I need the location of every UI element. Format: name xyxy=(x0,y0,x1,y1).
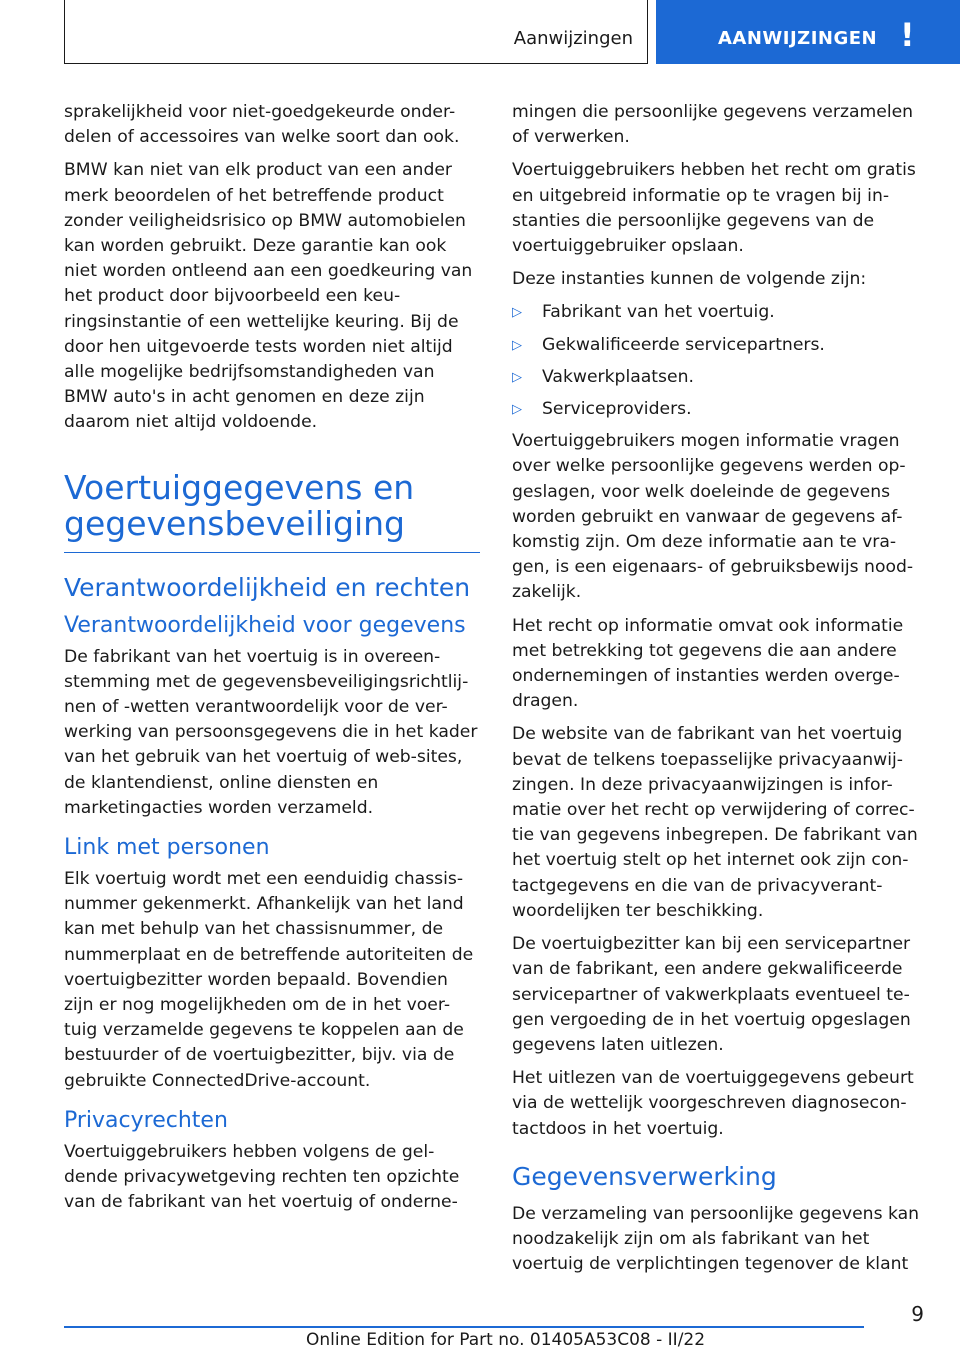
paragraph: mingen die persoonlijke gegevens verzamelen of verwerken. xyxy=(512,102,914,148)
paragraph: De voertuigbezitter kan bij een servicepartner van de fabrikant, een andere gekwalificeerde servicepartner of vakwerkplaats eventueel te-gen vergoeding de in het voertuig opgeslagen gegevens laten uitlezen. xyxy=(512,934,911,1055)
paragraph: Het recht op informatie omvat ook informatie met betrekking tot gegevens die aan andere ondernemingen of instanties werden overge-dragen. xyxy=(512,615,904,712)
subsection-heading: Link met personen xyxy=(64,835,270,861)
left-column xyxy=(64,100,480,1224)
paragraph: De website van de fabrikant van het voertuig bevat de telkens toepasselijke privacyaanwij-zingen. In deze privacyaanwijzingen is infor-matie over het recht op verwijdering of correc-tie van gegevens inbegrepen. De fabrikant van het voertuig stelt op het internet ook zijn con-tactgegevens en die van de privacyverant-woordelijken ter beschikking. xyxy=(512,724,918,921)
bullet-list xyxy=(512,300,928,422)
footer-divider xyxy=(64,1326,864,1328)
section-heading: Gegevensverwerking xyxy=(512,1161,777,1191)
paragraph: Elk voertuig wordt met een eenduidig chassis-nummer gekenmerkt. Afhankelijk van het land kan met behulp van het chassisnummer, de nummerplaat en de betreffende autoriteiten de voertuigbezitter worden bepaald. Bovendien zijn er nog mogelijkheden om de in het voer-tuig verzamelde gegevens te koppelen aan de bestuurder of de voertuigbezitter, bijv. via de gebruikte ConnectedDrive-account. xyxy=(64,869,474,1091)
header-title: Aanwijzingen xyxy=(513,28,633,49)
triangle-bullet-icon: ▷ xyxy=(512,402,522,418)
list-item: ▷ Serviceproviders. xyxy=(512,397,928,422)
section-title: AANWIJZINGEN xyxy=(718,28,878,49)
triangle-bullet-icon: ▷ xyxy=(512,305,522,321)
paragraph: Voertuiggebruikers hebben het recht om gratis en uitgebreid informatie op te vragen bij in-stanties die persoonlijke gegevens van de voertuiggebruiker opslaan. xyxy=(512,160,916,257)
paragraph: De fabrikant van het voertuig is in overeen-stemming met de gegevensbeveiligingsrichtlij-nen of -wetten verantwoordelijk voor de ver-werking van persoonsgegevens die in het kader van het gebruik van het voertuig of web-sites, de klantendienst, online diensten en marketingacties worden verzameld. xyxy=(64,646,478,818)
paragraph: BMW kan niet van elk product van een ander merk beoordelen of het betreffende product zonder veiligheidsrisico op BMW automobielen kan worden gebruikt. Deze garantie kan ook niet worden ontleend aan een goedkeuring van het product door bijvoorbeeld een keu-ringsinstantie of een wettelijke keuring. Bij de door hen uitgevoerde tests worden niet altijd alle mogelijke bedrijfsomstandigheden van BMW auto's in acht genomen en deze zijn daarom niet altijd voldoende. xyxy=(64,160,473,433)
triangle-bullet-icon: ▷ xyxy=(512,369,522,385)
list-item: ▷ Fabrikant van het voertuig. xyxy=(512,300,928,325)
right-column xyxy=(512,100,928,1285)
section-tab xyxy=(656,0,960,64)
warning-icon: ! xyxy=(900,16,915,54)
paragraph: De verzameling van persoonlijke gegevens kan noodzakelijk zijn om als fabrikant van het voertuig de verplichtingen tegenover de klant xyxy=(512,1203,920,1275)
paragraph: Voertuiggebruikers mogen informatie vragen over welke persoonlijke gegevens werden op-geslagen, voor welk doeleinde de gegevens worden gebruikt en vanwaar de gegevens af-komstig zijn. Om deze informatie aan te vra-gen, is een eigenaars- of gebruiksbewijs nood-zakelijk. xyxy=(512,431,914,603)
paragraph: Deze instanties kunnen de volgende zijn: xyxy=(512,269,867,290)
list-item: ▷ Gekwalificeerde servicepartners. xyxy=(512,333,928,358)
list-item: ▷ Vakwerkplaatsen. xyxy=(512,365,928,390)
paragraph: sprakelijkheid voor niet-goedgekeurde onder-delen of accessoires van welke soort dan ook. xyxy=(64,102,460,148)
triangle-bullet-icon: ▷ xyxy=(512,337,522,353)
section-heading: Verantwoordelijkheid en rechten xyxy=(64,572,471,602)
paragraph: Voertuiggebruikers hebben volgens de gel-dende privacywetgeving rechten ten opzichte van de fabrikant van het voertuig of onderne- xyxy=(64,1141,460,1213)
paragraph: Het uitlezen van de voertuiggegevens gebeurt via de wettelijk voorgeschreven diagnosecon-tactdoos in het voertuig. xyxy=(512,1068,914,1139)
chapter-heading: Voertuiggegevens en gegevensbeveiliging xyxy=(64,470,480,553)
subsection-heading: Privacyrechten xyxy=(64,1107,228,1133)
page-number: 9 xyxy=(911,1302,924,1326)
subsection-heading: Verantwoordelijkheid voor gegevens xyxy=(64,612,466,638)
footer-edition: Online Edition for Part no. 01405A53C08 - II/22 xyxy=(306,1330,706,1350)
header-frame xyxy=(64,0,648,64)
